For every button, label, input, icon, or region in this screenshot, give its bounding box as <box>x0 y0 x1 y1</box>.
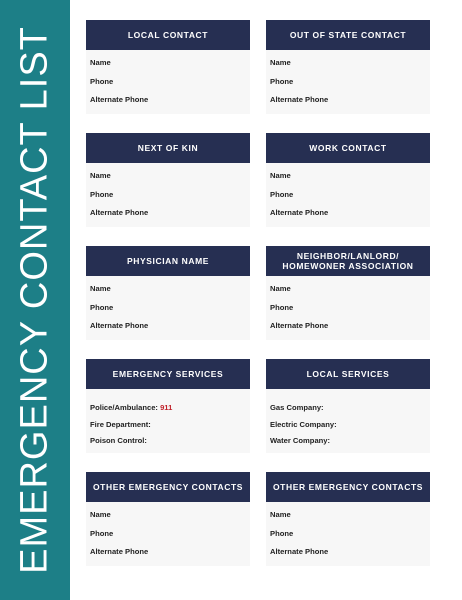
phone-field[interactable]: Phone <box>270 528 294 538</box>
gas-company-field[interactable]: Gas Company: <box>270 403 324 412</box>
card-body <box>266 50 430 114</box>
emergency-services-card <box>86 359 250 453</box>
name-field[interactable]: Name <box>90 171 111 180</box>
card-body <box>86 502 250 566</box>
page-title: EMERGENCY CONTACT LIST <box>13 26 56 574</box>
card-heading: OUT OF STATE CONTACT <box>266 20 430 50</box>
alternate-phone-field[interactable]: Alternate Phone <box>270 547 329 557</box>
card-heading: WORK CONTACT <box>266 133 430 163</box>
alternate-phone-field[interactable]: Alternate Phone <box>270 208 329 218</box>
sidebar <box>0 0 70 600</box>
card-heading: NEIGHBOR/LANLORD/ HOMEWONER ASSOCIATION <box>266 246 430 276</box>
out-of-state-contact-card <box>266 20 430 114</box>
card-body <box>266 163 430 227</box>
card-heading: OTHER EMERGENCY CONTACTS <box>86 472 250 502</box>
card-heading: PHYSICIAN NAME <box>86 246 250 276</box>
card-body <box>86 163 250 227</box>
card-body <box>86 50 250 114</box>
name-field[interactable]: Name <box>90 284 111 293</box>
card-body <box>86 276 250 340</box>
police-ambulance-field[interactable] <box>90 403 250 420</box>
other-emergency-contacts-card-1 <box>86 472 250 566</box>
name-field[interactable]: Name <box>90 58 111 67</box>
contact-grid <box>86 20 430 566</box>
phone-field[interactable]: Phone <box>90 189 114 199</box>
card-body <box>266 276 430 340</box>
alternate-phone-field[interactable]: Alternate Phone <box>90 321 149 331</box>
phone-field[interactable]: Phone <box>90 302 114 312</box>
phone-field[interactable]: Phone <box>90 76 114 86</box>
fire-department-field[interactable]: Fire Department: <box>90 419 151 429</box>
name-field[interactable]: Name <box>270 510 291 519</box>
field-label: Police/Ambulance: <box>90 403 158 412</box>
local-contact-card <box>86 20 250 114</box>
water-company-field[interactable]: Water Company: <box>270 436 331 446</box>
poison-control-field[interactable]: Poison Control: <box>90 436 147 446</box>
neighbor-landlord-card <box>266 246 430 340</box>
phone-field[interactable]: Phone <box>90 528 114 538</box>
card-body <box>266 502 430 566</box>
phone-field[interactable]: Phone <box>270 76 294 86</box>
card-heading: NEXT OF KIN <box>86 133 250 163</box>
other-emergency-contacts-card-2 <box>266 472 430 566</box>
name-field[interactable]: Name <box>270 171 291 180</box>
name-field[interactable]: Name <box>90 510 111 519</box>
alternate-phone-field[interactable]: Alternate Phone <box>90 547 149 557</box>
card-body <box>266 389 430 453</box>
work-contact-card <box>266 133 430 227</box>
alternate-phone-field[interactable]: Alternate Phone <box>270 95 329 105</box>
police-number: 911 <box>160 403 173 412</box>
name-field[interactable]: Name <box>270 58 291 67</box>
next-of-kin-card <box>86 133 250 227</box>
card-heading: LOCAL CONTACT <box>86 20 250 50</box>
local-services-card <box>266 359 430 453</box>
card-heading: LOCAL SERVICES <box>266 359 430 389</box>
phone-field[interactable]: Phone <box>270 189 294 199</box>
alternate-phone-field[interactable]: Alternate Phone <box>90 95 149 105</box>
card-heading: EMERGENCY SERVICES <box>86 359 250 389</box>
phone-field[interactable]: Phone <box>270 302 294 312</box>
name-field[interactable]: Name <box>270 284 291 293</box>
alternate-phone-field[interactable]: Alternate Phone <box>90 208 149 218</box>
card-heading: OTHER EMERGENCY CONTACTS <box>266 472 430 502</box>
physician-card <box>86 246 250 340</box>
alternate-phone-field[interactable]: Alternate Phone <box>270 321 329 331</box>
electric-company-field[interactable]: Electric Company: <box>270 419 337 429</box>
card-body <box>86 389 250 453</box>
